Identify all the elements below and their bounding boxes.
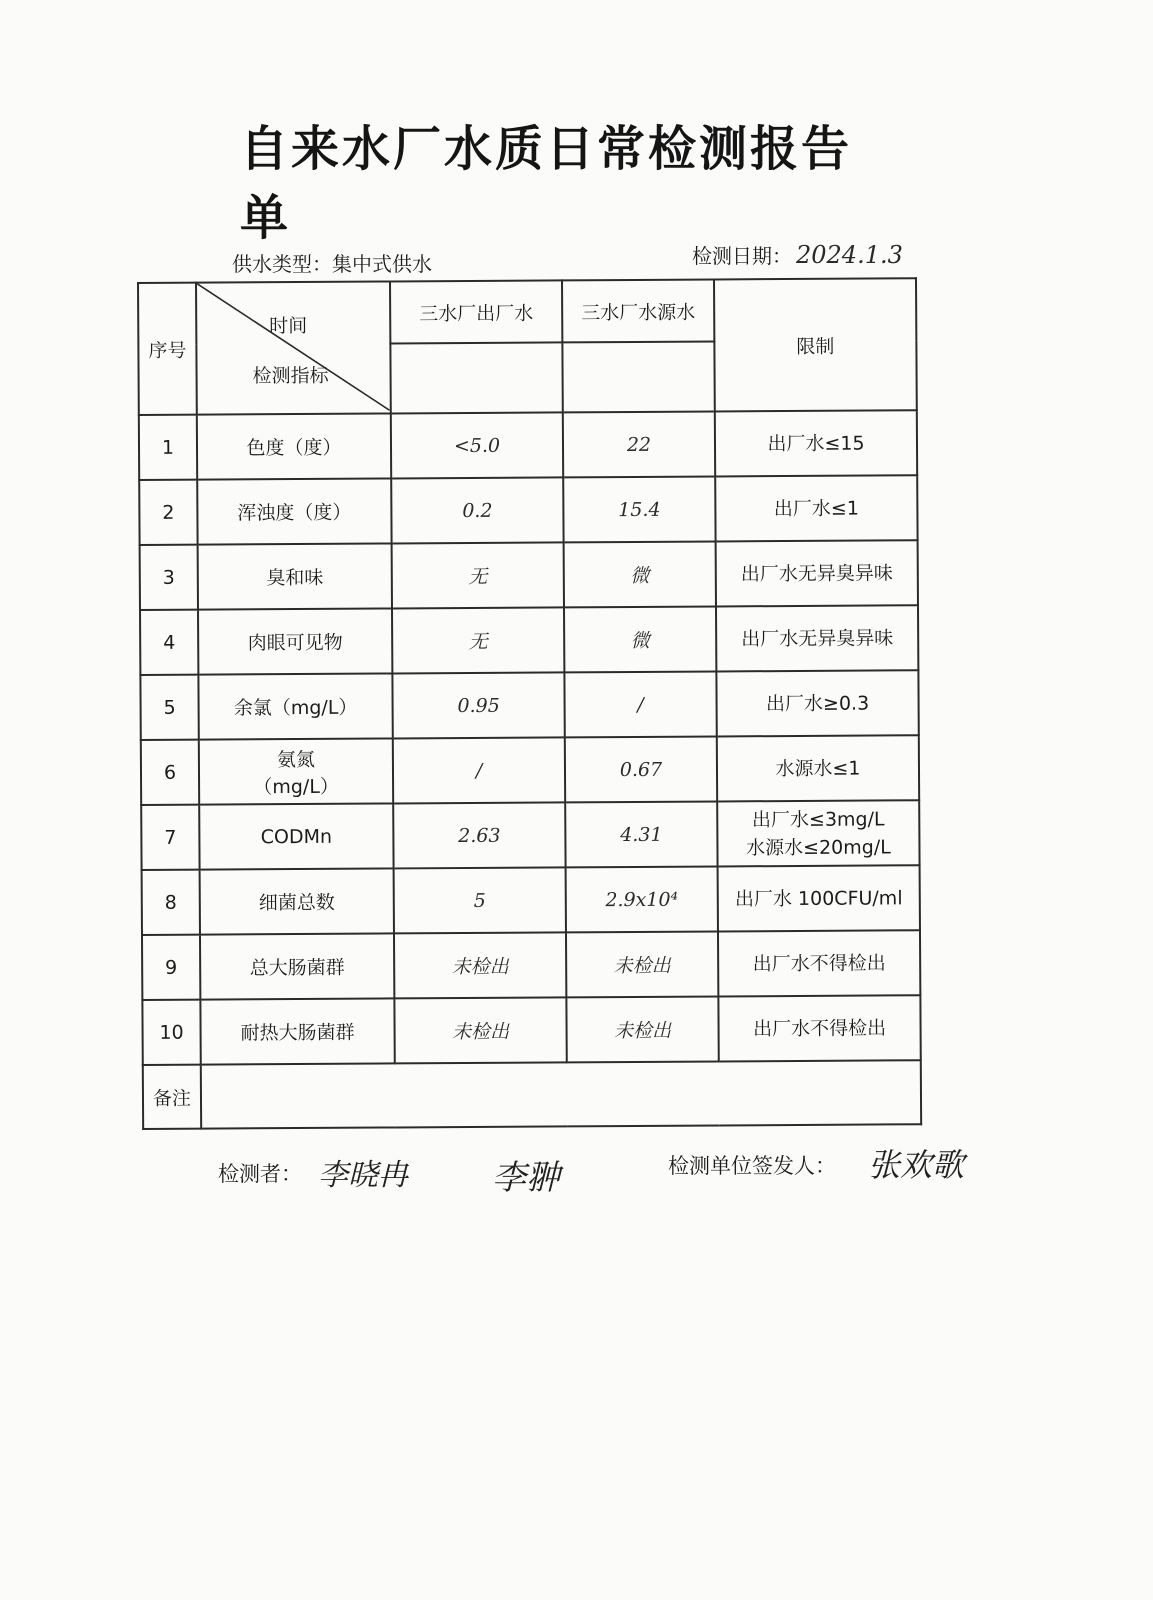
row-limit: 出厂水不得检出 bbox=[718, 930, 920, 996]
table-row bbox=[141, 800, 919, 870]
tester-signature-1: 李晓冉 bbox=[318, 1158, 408, 1193]
row-indicator: 肉眼可见物 bbox=[198, 608, 392, 674]
report-title: 自来水厂水质日常检测报告单 bbox=[240, 121, 853, 246]
col-source-header: 三水厂水源水 bbox=[562, 279, 714, 342]
remarks-field bbox=[201, 1060, 921, 1128]
outlet-time-cell bbox=[390, 342, 562, 413]
issuer-label: 检测单位签发人： bbox=[668, 1154, 836, 1178]
row-no: 7 bbox=[141, 805, 199, 870]
table-row bbox=[140, 670, 918, 740]
row-source-value: 微 bbox=[564, 541, 716, 607]
row-source-value: / bbox=[564, 671, 716, 737]
row-outlet-value: 无 bbox=[392, 542, 564, 608]
row-outlet-value: / bbox=[393, 737, 565, 803]
row-indicator: 耐热大肠菌群 bbox=[200, 998, 394, 1064]
table-row bbox=[142, 995, 920, 1065]
row-indicator-line2: （mg/L） bbox=[253, 775, 339, 798]
row-outlet-value: 未检出 bbox=[394, 932, 566, 998]
row-no: 5 bbox=[140, 675, 198, 740]
header-row bbox=[138, 278, 916, 345]
row-source-value: 0.67 bbox=[565, 736, 717, 802]
supply-type-label: 供水类型： bbox=[232, 252, 332, 276]
row-indicator: 色度（度） bbox=[197, 413, 391, 479]
supply-type bbox=[232, 248, 432, 277]
row-no: 10 bbox=[142, 1000, 200, 1065]
diag-time-label: 时间 bbox=[269, 314, 308, 338]
row-limit-line2: 水源水≤20mg/L bbox=[746, 835, 891, 859]
row-indicator: 浑浊度（度） bbox=[197, 478, 391, 544]
row-limit: 出厂水无异臭异味 bbox=[716, 540, 918, 606]
row-limit: 出厂水≥0.3 bbox=[716, 670, 918, 736]
row-limit: 出厂水≤1 bbox=[715, 475, 917, 541]
row-outlet-value: 0.95 bbox=[392, 672, 564, 738]
row-source-value: 未检出 bbox=[566, 996, 718, 1062]
row-limit: 出厂水 100CFU/ml bbox=[718, 865, 920, 931]
row-source-value: 2.9x10⁴ bbox=[566, 866, 718, 932]
row-no: 9 bbox=[142, 935, 200, 1000]
quality-table bbox=[137, 277, 922, 1130]
row-indicator: 臭和味 bbox=[198, 543, 392, 609]
table-row bbox=[142, 930, 920, 1000]
row-no: 4 bbox=[140, 610, 198, 675]
row-outlet-value: 2.63 bbox=[393, 802, 565, 868]
table-row bbox=[142, 865, 920, 935]
row-no: 2 bbox=[139, 480, 197, 545]
row-indicator: 细菌总数 bbox=[200, 868, 394, 934]
diagonal-line bbox=[197, 282, 390, 411]
row-outlet-value: <5.0 bbox=[391, 412, 563, 478]
table-row bbox=[140, 540, 918, 610]
row-no: 8 bbox=[142, 870, 200, 935]
remarks-row bbox=[143, 1060, 921, 1129]
row-indicator: CODMn bbox=[199, 803, 393, 869]
source-time-cell bbox=[562, 341, 714, 412]
row-no: 3 bbox=[140, 545, 198, 610]
row-outlet-value: 0.2 bbox=[391, 477, 563, 543]
row-source-value: 微 bbox=[564, 606, 716, 672]
row-limit bbox=[717, 800, 919, 866]
seq-header: 序号 bbox=[138, 283, 197, 415]
row-no: 1 bbox=[139, 415, 197, 480]
row-source-value: 4.31 bbox=[565, 801, 717, 867]
row-outlet-value: 未检出 bbox=[394, 997, 566, 1063]
col-outlet-header: 三水厂出厂水 bbox=[390, 280, 562, 343]
remarks-label: 备注 bbox=[143, 1065, 201, 1129]
row-limit-line1: 出厂水≤3mg/L bbox=[751, 807, 885, 831]
row-outlet-value: 无 bbox=[392, 607, 564, 673]
test-date-value: 2024.1.3 bbox=[796, 241, 903, 269]
row-limit: 水源水≤1 bbox=[717, 735, 919, 801]
test-date bbox=[692, 240, 903, 269]
tester-label: 检测者： bbox=[218, 1162, 302, 1186]
table-row bbox=[139, 475, 917, 545]
row-indicator-line1: 氨氮 bbox=[276, 748, 315, 771]
row-limit: 出厂水不得检出 bbox=[718, 995, 920, 1061]
supply-type-value: 集中式供水 bbox=[332, 252, 432, 276]
row-limit: 出厂水无异臭异味 bbox=[716, 605, 918, 671]
col-limit-header: 限制 bbox=[714, 278, 917, 411]
row-no: 6 bbox=[141, 740, 199, 805]
table-row bbox=[141, 735, 919, 805]
row-indicator: 余氯（mg/L） bbox=[198, 673, 392, 739]
tester-signature-2: 李翀 bbox=[492, 1158, 560, 1198]
diagonal-header bbox=[196, 281, 391, 414]
row-source-value: 22 bbox=[563, 411, 715, 477]
test-date-label: 检测日期： bbox=[692, 244, 792, 268]
row-indicator: 总大肠菌群 bbox=[200, 933, 394, 999]
issuer-signature: 张欢歌 bbox=[868, 1146, 965, 1184]
table-row bbox=[140, 605, 918, 675]
diag-indicator-label: 检测指标 bbox=[252, 364, 329, 388]
table-row bbox=[139, 410, 917, 480]
row-source-value: 未检出 bbox=[566, 931, 718, 997]
row-limit: 出厂水≤15 bbox=[715, 410, 917, 476]
row-indicator bbox=[199, 738, 393, 804]
row-source-value: 15.4 bbox=[563, 476, 715, 542]
row-outlet-value: 5 bbox=[394, 867, 566, 933]
